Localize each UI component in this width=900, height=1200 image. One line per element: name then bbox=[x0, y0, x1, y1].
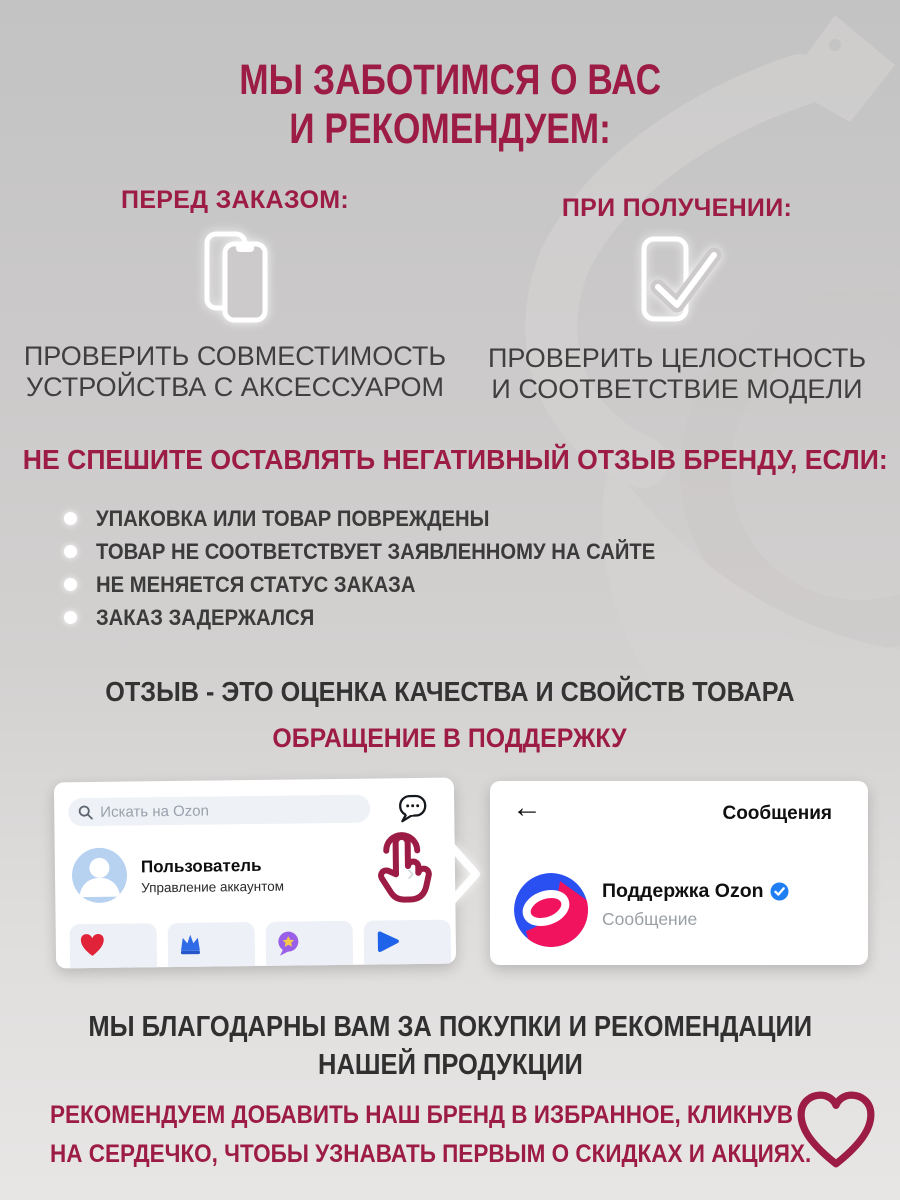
search-placeholder: Искать на Ozon bbox=[100, 802, 210, 821]
support-chat-status: Сообщение bbox=[602, 909, 698, 929]
search-input[interactable] bbox=[68, 795, 370, 827]
page-title-line2: И РЕКОМЕНДУЕМ: bbox=[289, 105, 611, 153]
crown-icon bbox=[177, 931, 204, 957]
warning-bullet-4: ЗАКАЗ ЗАДЕРЖАЛСЯ bbox=[62, 606, 862, 629]
on-receive-desc: ПРОВЕРИТЬ ЦЕЛОСТНОСТЬ И СООТВЕТСТВИЕ МОДЕЛИ bbox=[487, 343, 867, 404]
two-phones-icon bbox=[20, 229, 450, 325]
play-icon bbox=[373, 928, 400, 954]
premium-tile[interactable] bbox=[168, 922, 256, 968]
before-order-label: ПЕРЕД ЗАКАЗОМ: bbox=[121, 186, 349, 214]
warning-bullet-3: НЕ МЕНЯЕТСЯ СТАТУС ЗАКАЗА bbox=[62, 573, 862, 596]
page-title bbox=[0, 56, 900, 154]
user-avatar bbox=[72, 848, 128, 904]
phone-check-icon bbox=[462, 231, 892, 327]
search-icon bbox=[78, 804, 93, 819]
page-title-line1: МЫ ЗАБОТИМСЯ О ВАС bbox=[239, 56, 661, 104]
warning-bullet-list bbox=[62, 507, 862, 639]
support-heading: ОБРАЩЕНИЕ В ПОДДЕРЖКУ bbox=[272, 723, 628, 753]
deals-tile[interactable] bbox=[364, 920, 452, 969]
warning-bullet-1: УПАКОВКА ИЛИ ТОВАР ПОВРЕЖДЕНЫ bbox=[62, 507, 862, 530]
tap-hand-cursor-icon bbox=[362, 822, 441, 909]
warning-bullet-2: ТОВАР НЕ СООТВЕТСТВУЕТ ЗАЯВЛЕННОМУ НА САЙТЕ bbox=[62, 540, 862, 563]
before-order-desc: ПРОВЕРИТЬ СОВМЕСТИМОСТЬ УСТРОЙСТВА С АКСЕССУАРОМ bbox=[23, 341, 447, 402]
favorites-tile[interactable] bbox=[70, 923, 158, 968]
warning-heading: НЕ СПЕШИТЕ ОСТАВЛЯТЬ НЕГАТИВНЫЙ ОТЗЫВ БРЕНДУ, ЕСЛИ: bbox=[22, 444, 888, 475]
back-button[interactable]: ← bbox=[512, 791, 542, 824]
next-step-chevron-icon bbox=[448, 843, 482, 905]
star-bubble-icon bbox=[275, 929, 302, 956]
on-receive-section bbox=[462, 194, 892, 405]
heart-icon bbox=[79, 932, 106, 958]
person-icon bbox=[72, 848, 128, 904]
favorite-cta-text: РЕКОМЕНДУЕМ ДОБАВИТЬ НАШ БРЕНД В ИЗБРАННОЕ, КЛИКНУВ НА СЕРДЕЧКО, ЧТОБЫ УЗНАВАТЬ ПЕРВЫМ О СКИДКАХ И АКЦИЯХ. bbox=[50, 1101, 812, 1168]
quick-tiles-row bbox=[70, 920, 452, 969]
favorite-heart-icon bbox=[792, 1090, 880, 1170]
ozon-home-screenshot bbox=[54, 778, 456, 969]
ozon-messages-screenshot bbox=[490, 781, 868, 965]
messages-screen-title: Сообщения bbox=[722, 803, 832, 824]
verified-badge-icon bbox=[770, 882, 789, 901]
before-order-section bbox=[20, 186, 450, 403]
support-chat-row[interactable] bbox=[602, 880, 789, 903]
profile-name[interactable]: Пользователь bbox=[140, 855, 262, 877]
review-note: ОТЗЫВ - ЭТО ОЦЕНКА КАЧЕСТВА И СВОЙСТВ ТОВАРА bbox=[105, 676, 795, 707]
thanks-text: МЫ БЛАГОДАРНЫ ВАМ ЗА ПОКУПКИ И РЕКОМЕНДАЦИИ НАШЕЙ ПРОДУКЦИИ bbox=[88, 1011, 812, 1081]
on-receive-label: ПРИ ПОЛУЧЕНИИ: bbox=[561, 194, 793, 222]
profile-subtitle: Управление аккаунтом bbox=[141, 878, 285, 896]
support-chat-name: Поддержка Ozon bbox=[602, 880, 764, 902]
messages-bubble-icon[interactable] bbox=[398, 794, 428, 824]
reviews-tile[interactable] bbox=[266, 921, 354, 969]
profile-row-chevron-icon: › bbox=[406, 860, 415, 886]
ozon-support-avatar bbox=[514, 873, 588, 947]
